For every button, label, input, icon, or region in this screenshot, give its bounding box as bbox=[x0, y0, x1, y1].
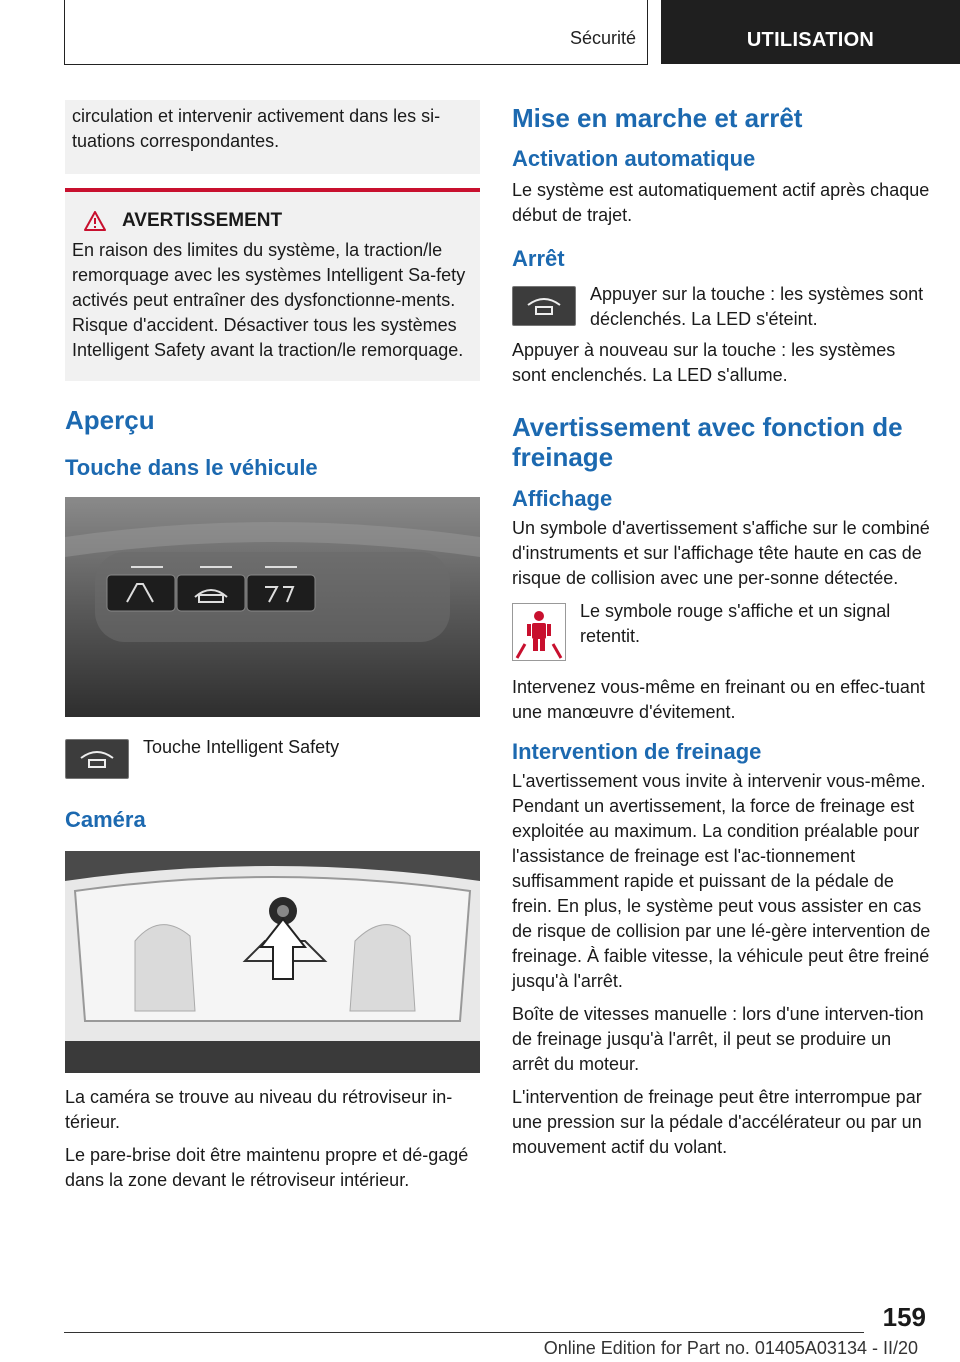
header-section-title: Sécurité bbox=[569, 28, 636, 48]
intro-box bbox=[65, 100, 480, 174]
right-column bbox=[512, 100, 932, 1160]
footer-rule bbox=[64, 1332, 864, 1333]
camera-text-1: La caméra se trouve au niveau du rétroviseur in-térieur. bbox=[65, 1087, 453, 1132]
intervene-text: Intervenez vous-même en freinant ou en effec-tuant une manœuvre d'évitement. bbox=[512, 677, 925, 722]
buttons-photo bbox=[65, 497, 480, 717]
stop-text-2: Appuyer à nouveau sur la touche : les systèmes sont enclenchés. La LED s'allume. bbox=[512, 340, 896, 385]
header-rule bbox=[64, 64, 648, 65]
overview-heading: Aperçu bbox=[65, 405, 155, 435]
button-caption: Touche Intelligent Safety bbox=[143, 737, 340, 757]
intelligent-safety-button-icon bbox=[65, 739, 129, 779]
stop-heading: Arrêt bbox=[512, 246, 565, 271]
stop-row bbox=[512, 286, 932, 332]
warning-body: En raison des limites du système, la traction/le remorquage avec les systèmes Intelligent Sa-fety activés peut entraîner des dysfonctionne-ments. Risque d'accident. Désactiver tous les systèmes Intelligent Safety avant la traction/le remorquage. bbox=[72, 240, 466, 360]
display-text: Un symbole d'avertissement s'affiche sur le combiné d'instruments et sur l'affichage tête haute en cas de risque de collision avec une per-sonne détectée. bbox=[512, 518, 930, 588]
warning-braking-heading: Avertissement avec fonction de freinage bbox=[512, 412, 903, 472]
buttons-heading: Touche dans le véhicule bbox=[65, 455, 318, 480]
left-column bbox=[65, 100, 480, 1193]
display-heading: Affichage bbox=[512, 486, 613, 511]
auto-heading: Activation automatique bbox=[512, 146, 756, 171]
stop-text-1: Appuyer sur la touche : les systèmes sont déclenchés. La LED s'éteint. bbox=[590, 284, 924, 329]
header-chapter-tab: UTILISATION bbox=[661, 0, 960, 64]
intro-text: circulation et intervenir activement dans les si-tuations correspondantes. bbox=[72, 106, 441, 151]
header-divider bbox=[647, 0, 648, 64]
camera-heading: Caméra bbox=[65, 807, 146, 832]
footer-edition: Online Edition for Part no. 01405A03134 - II/20 bbox=[543, 1338, 918, 1358]
warning-title: AVERTISSEMENT bbox=[122, 210, 283, 231]
warning-header bbox=[72, 210, 472, 232]
symbol-text: Le symbole rouge s'affiche et un signal retentit. bbox=[580, 601, 891, 646]
braking-text-3: L'intervention de freinage peut être interrompue par une pression sur la pédale d'accélérateur ou par un mouvement actif du volant. bbox=[512, 1087, 922, 1157]
intelligent-safety-button-icon bbox=[512, 286, 576, 326]
warning-box bbox=[65, 188, 480, 381]
auto-text: Le système est automatiquement actif après chaque début de trajet. bbox=[512, 180, 930, 225]
onoff-heading: Mise en marche et arrêt bbox=[512, 103, 803, 133]
page-number: 159 bbox=[882, 1302, 926, 1332]
header-left-rule bbox=[64, 0, 65, 64]
camera-photo bbox=[65, 851, 480, 1073]
button-caption-row bbox=[65, 739, 480, 779]
pedestrian-warning-icon bbox=[512, 603, 566, 661]
braking-heading: Intervention de freinage bbox=[512, 739, 762, 764]
warning-triangle-icon bbox=[84, 211, 106, 231]
camera-text-2: Le pare-brise doit être maintenu propre et dé-gagé dans la zone devant le rétroviseur intérieur. bbox=[65, 1145, 469, 1190]
braking-text-1: L'avertissement vous invite à intervenir vous-même. Pendant un avertissement, la force de freinage est exploitée au maximum. La condition préalable pour l'assistance de freinage est l'ac-tionnement suffisamment rapide et puissant de la pédale de frein. En plus, le système peut vous assister en cas de risque de collision par une lé-gère intervention de freinage. À faible vitesse, la véhicule peut être freiné jusqu'à l'arrêt. bbox=[512, 771, 931, 991]
symbol-row bbox=[512, 603, 932, 661]
braking-text-2: Boîte de vitesses manuelle : lors d'une interven-tion de freinage jusqu'à l'arrêt, il peut se produire un arrêt du moteur. bbox=[512, 1004, 924, 1074]
